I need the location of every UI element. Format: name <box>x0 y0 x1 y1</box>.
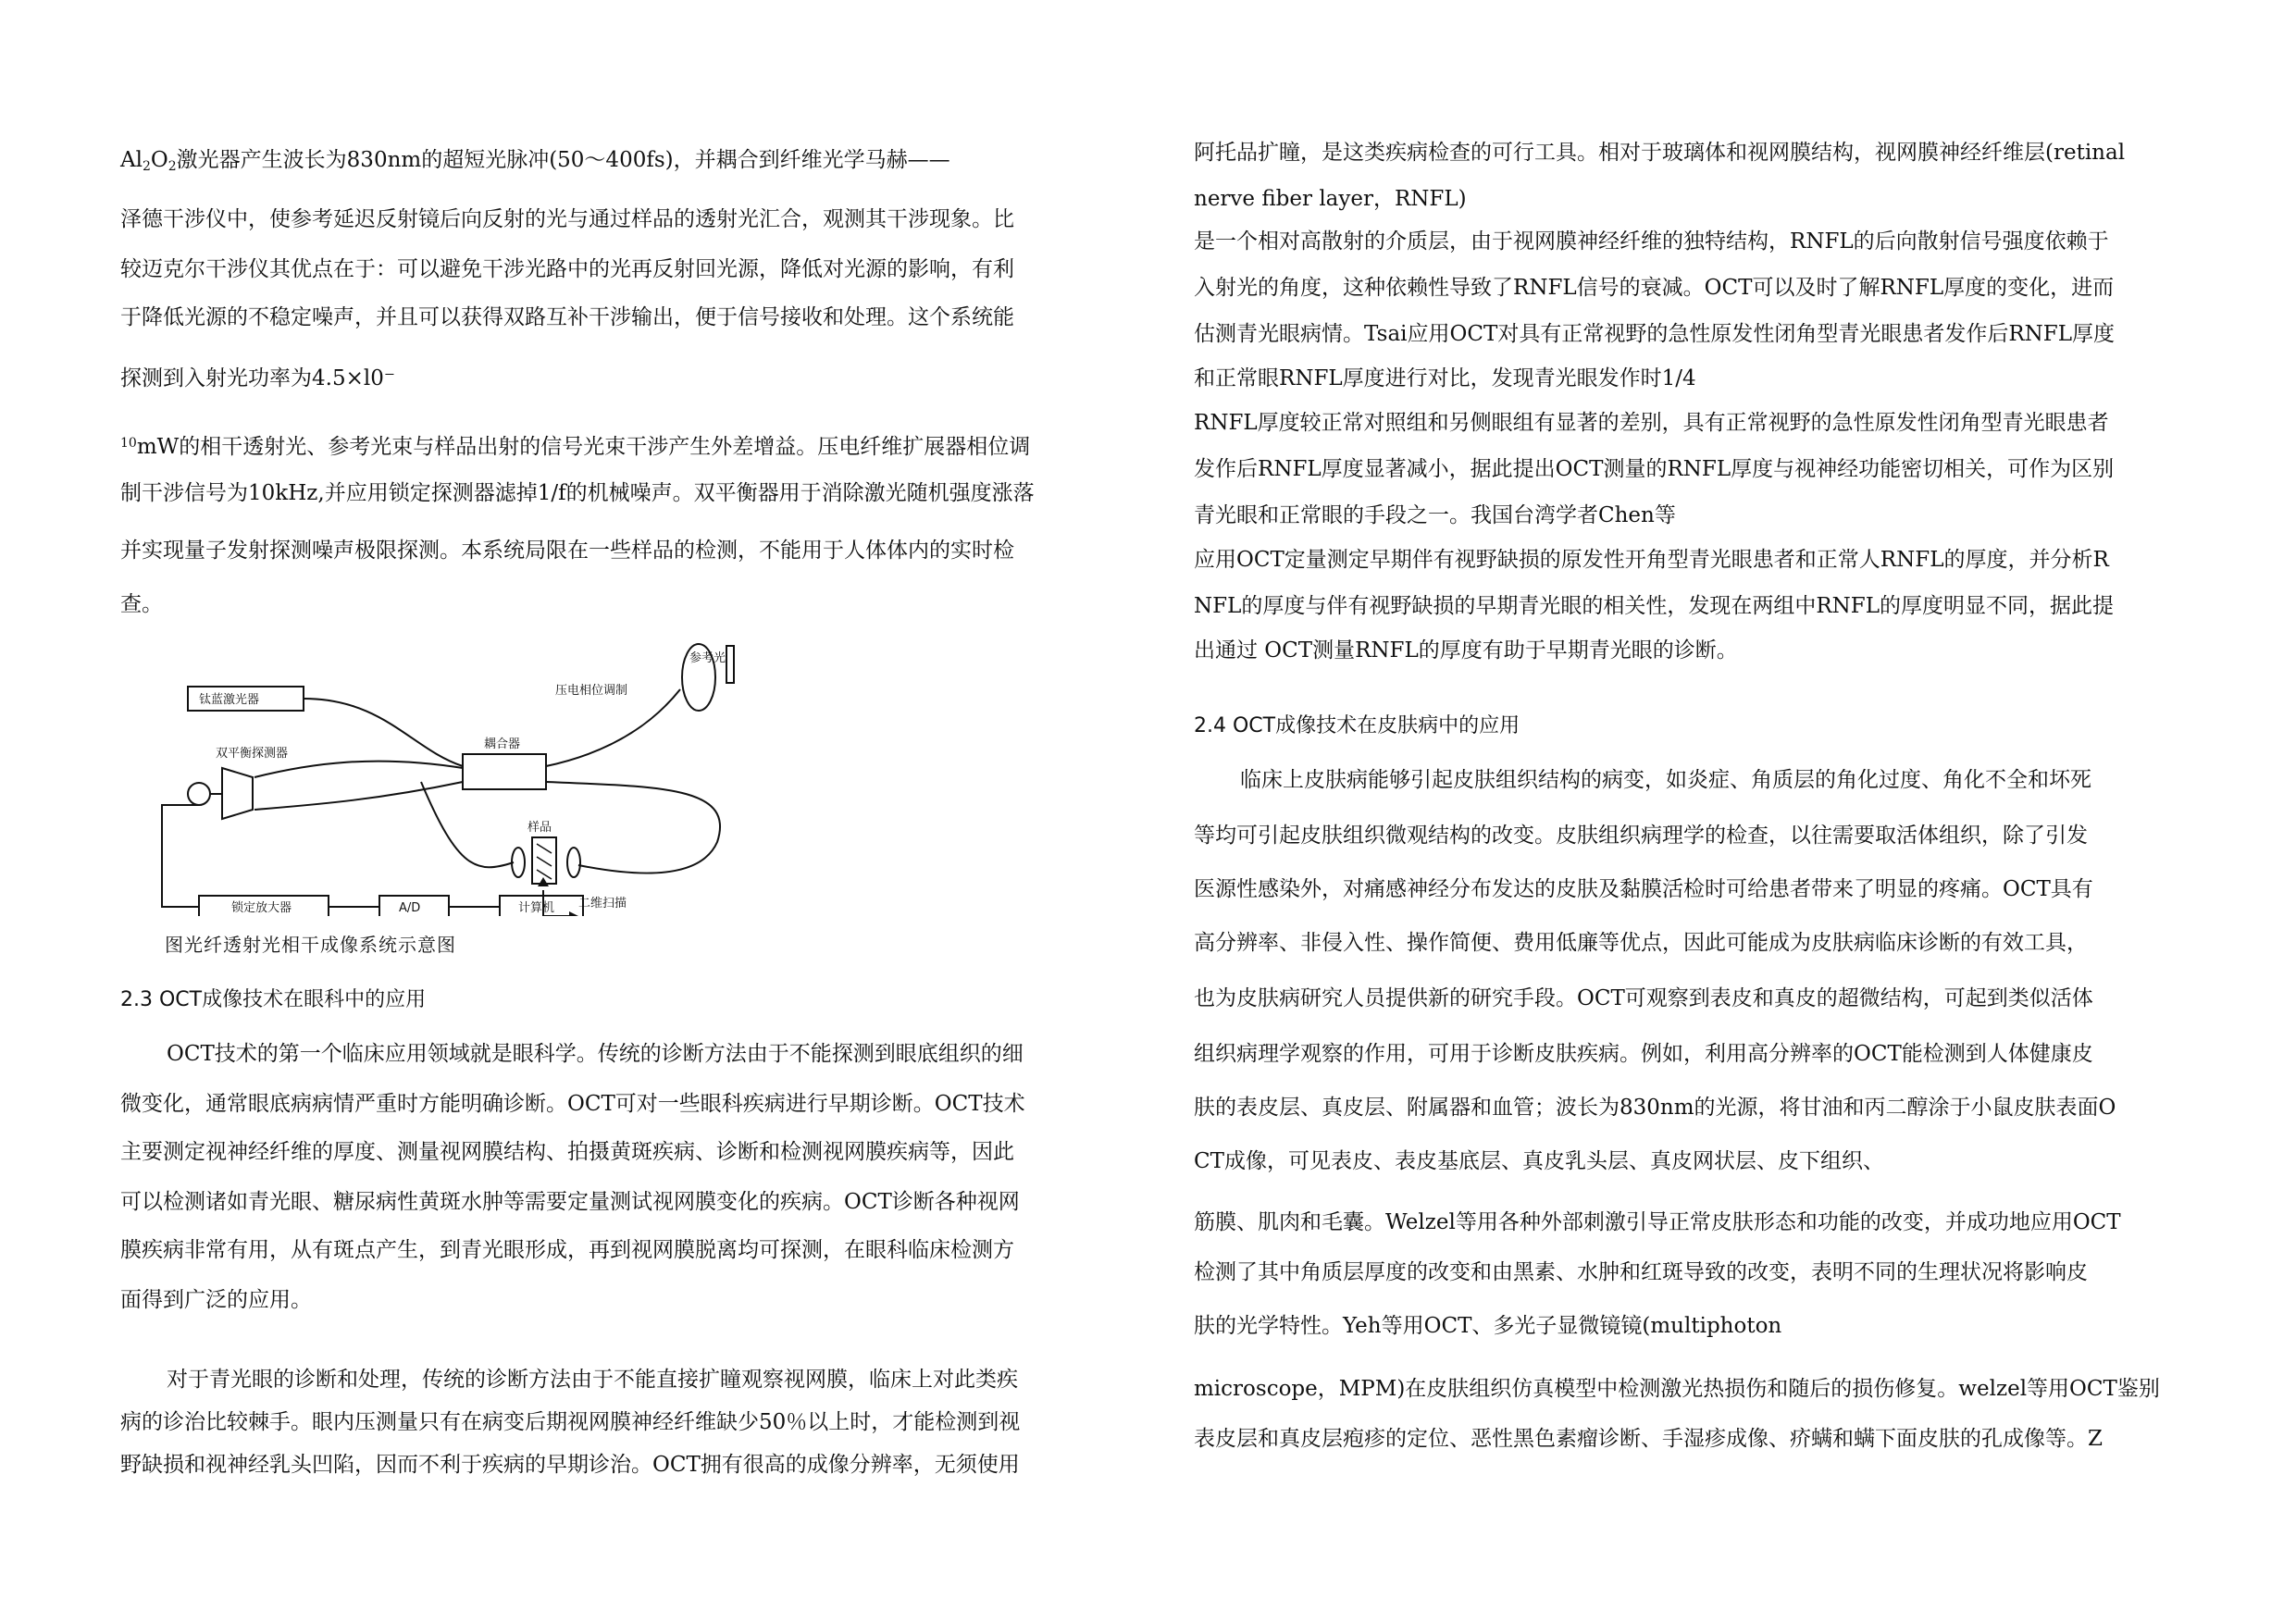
oct-system-diagram <box>143 638 745 916</box>
right-p2-line-6: 组织病理学观察的作用，可用于诊断皮肤疾病。例如，利用高分辨率的OCT能检测到人体健康皮 <box>1194 1042 2093 1066</box>
left-p1-line-5: 探测到入射光功率为4.5×l0⁻ <box>120 366 395 390</box>
fiber-laser-coupler <box>304 699 463 766</box>
left-p1-line-3: 较迈克尔干涉仪其优点在于：可以避免干涉光路中的光再反射回光源，降低对光源的影响，有利 <box>120 257 1014 281</box>
right-p1-line-5: 估测青光眼病情。Tsai应用OCT对具有正常视野的急性原发性闭角型青光眼患者发作后RNFL厚度 <box>1194 322 2116 346</box>
left-p1-line-6: $^{10}$mW的相干透射光、参考光束与样品出射的信号光束干涉产生外差增益。压电纤维扩展器相位调 <box>120 435 1031 459</box>
right-p1-line-1: 阿托品扩瞳，是这类疾病检查的可行工具。相对于玻璃体和视网膜结构，视网膜神经纤维层(retinal <box>1194 141 2126 165</box>
right-p2-line-9: 筋膜、肌肉和毛囊。Welzel等用各种外部刺激引导正常皮肤形态和功能的改变，并成功地应用OCT <box>1194 1210 2121 1234</box>
reference-mirror <box>726 646 734 683</box>
detector-shape <box>222 768 253 819</box>
left-p1-line-1: $Al_2O_2$激光器产生波长为830nm的超短光脉冲(50～400fs)，并耦合到纤维光学马赫—— <box>120 148 950 174</box>
right-p2-line-1: 临床上皮肤病能够引起皮肤组织结构的病变，如炎症、角质层的角化过度、角化不全和坏死 <box>1240 768 2091 792</box>
detector-diode <box>188 783 210 805</box>
right-p1-line-10: 应用OCT定量测定早期伴有视野缺损的原发性开角型青光眼患者和正常人RNFL的厚度，并分析R <box>1194 548 2109 572</box>
left-p2-line-1: OCT技术的第一个临床应用领域就是眼科学。传统的诊断方法由于不能探测到眼底组织的细 <box>167 1042 1024 1066</box>
right-p2-line-4: 高分辨率、非侵入性、操作简便、费用低廉等优点，因此可能成为皮肤病临床诊断的有效工具， <box>1194 931 2088 955</box>
coupler-label: 耦合器 <box>484 737 521 751</box>
computer-label: 计算机 <box>518 901 555 915</box>
reference-label: 参考光 <box>689 651 726 665</box>
right-p2-line-5: 也为皮肤病研究人员提供新的研究手段。OCT可观察到表皮和真皮的超微结构，可起到类似活体 <box>1194 986 2093 1010</box>
left-p2-line-2: 微变化，通常眼底病病情严重时方能明确诊断。OCT可对一些眼科疾病进行早期诊断。OCT技术 <box>120 1092 1025 1116</box>
sample-lens-2 <box>567 848 580 877</box>
right-p2-line-8: CT成像，可见表皮、表皮基底层、真皮乳头层、真皮网状层、皮下组织、 <box>1194 1149 1884 1173</box>
sample-label: 样品 <box>527 821 552 835</box>
right-p2-line-2: 等均可引起皮肤组织微观结构的改变。皮肤组织病理学的检查，以往需要取活体组织，除了引发 <box>1194 824 2088 848</box>
fiber-to-sample <box>421 782 514 867</box>
sample-holder <box>532 837 556 884</box>
right-p2-line-3: 医源性感染外，对痛感神经分布发达的皮肤及黏膜活检时可给患者带来了明显的疼痛。OCT具有 <box>1194 877 2093 901</box>
right-p1-line-9: 青光眼和正常眼的手段之一。我国台湾学者Chen等 <box>1194 503 1676 527</box>
right-p1-line-7: RNFL厚度较正常对照组和另侧眼组有显著的差别，具有正常视野的急性原发性闭角型青光眼患者 <box>1194 411 2109 435</box>
right-p2-line-10: 检测了其中角质层厚度的改变和由黑素、水肿和红斑导致的改变，表明不同的生理状况将影响皮 <box>1194 1260 2088 1284</box>
sample-lens-1 <box>512 848 525 877</box>
right-p2-line-12: microscope，MPM)在皮肤组织仿真模型中检测激光热损伤和随后的损伤修复。welzel等用OCT鉴别 <box>1194 1377 2160 1401</box>
right-p2-line-13: 表皮层和真皮层疱疹的定位、恶性黑色素瘤诊断、手湿疹成像、疥螨和螨下面皮肤的孔成像等。Z <box>1194 1427 2103 1451</box>
left-p3-line-3: 野缺损和视神经乳头凹陷，因而不利于疾病的早期诊治。OCT拥有很高的成像分辨率，无须使用 <box>120 1453 1020 1477</box>
scan-label: 二维扫描 <box>578 897 627 911</box>
detector-label: 双平衡探测器 <box>216 747 289 761</box>
left-p2-line-6: 面得到广泛的应用。 <box>120 1288 312 1312</box>
left-p1-line-4: 于降低光源的不稳定噪声，并且可以获得双路互补干涉输出，便于信号接收和处理。这个系统能 <box>120 305 1014 329</box>
right-p1-line-11: NFL的厚度与伴有视野缺损的早期青光眼的相关性，发现在两组中RNFL的厚度明显不同，据此提 <box>1194 594 2115 618</box>
section-heading-2-4: 2.4 OCT成像技术在皮肤病中的应用 <box>1194 714 1520 737</box>
pzt-label: 压电相位调制 <box>555 684 628 698</box>
left-p3-line-2: 病的诊治比较棘手。眼内压测量只有在病变后期视网膜神经纤维缺少50％以上时，才能检测到视 <box>120 1410 1021 1434</box>
left-p1-line-8: 并实现量子发射探测噪声极限探测。本系统局限在一些样品的检测，不能用于人体体内的实时检 <box>120 539 1014 563</box>
right-p1-line-12: 出通过 OCT测量RNFL的厚度有助于早期青光眼的诊断。 <box>1194 638 1738 663</box>
lockin-label: 锁定放大器 <box>231 901 292 915</box>
right-p2-line-11: 肤的光学特性。Yeh等用OCT、多光子显微镜镜(multiphoton <box>1194 1314 1782 1338</box>
right-p1-line-6: 和正常眼RNFL厚度进行对比，发现青光眼发作时1/4 <box>1194 366 1696 390</box>
laser-label: 钛蓝激光器 <box>199 693 260 707</box>
right-p1-line-8: 发作后RNFL厚度显著减小，据此提出OCT测量的RNFL厚度与视神经功能密切相关，可作为区别 <box>1194 457 2115 481</box>
fiber-return-loop <box>546 782 720 873</box>
left-p3-line-1: 对于青光眼的诊断和处理，传统的诊断方法由于不能直接扩瞳观察视网膜，临床上对此类疾 <box>167 1368 1018 1392</box>
left-p2-line-3: 主要测定视神经纤维的厚度、测量视网膜结构、拍摄黄斑疾病、诊断和检测视网膜疾病等，因此 <box>120 1140 1014 1164</box>
fiber-to-reference <box>546 689 680 766</box>
figure-caption: 图光纤透射光相干成像系统示意图 <box>165 934 456 956</box>
right-p2-line-7: 肤的表皮层、真皮层、附属器和血管；波长为830nm的光源，将甘油和丙二醇涂于小鼠皮肤表面O <box>1194 1096 2116 1120</box>
left-p1-line-7: 制干涉信号为10kHz,并应用锁定探测器滤掉1/f的机械噪声。双平衡器用于消除激光随机强度涨落 <box>120 481 1035 505</box>
section-heading-2-3: 2.3 OCT成像技术在眼科中的应用 <box>120 988 427 1011</box>
left-p1-line-2: 泽德干涉仪中，使参考延迟反射镜后向反射的光与通过样品的透射光汇合，观测其干涉现象。比 <box>120 207 1014 231</box>
fiber-coupler-detector-a <box>254 762 463 777</box>
right-p1-line-3: 是一个相对高散射的介质层，由于视网膜神经纤维的独特结构，RNFL的后向散射信号强度依赖于 <box>1194 229 2109 254</box>
left-p1-line-9: 查。 <box>120 592 163 616</box>
right-p1-line-2: nerve fiber layer，RNFL) <box>1194 187 1467 211</box>
coupler-box <box>463 754 546 789</box>
ad-label: A/D <box>399 901 421 915</box>
left-p2-line-4: 可以检测诸如青光眼、糖尿病性黄斑水肿等需要定量测试视网膜变化的疾病。OCT诊断各种视网 <box>120 1190 1020 1214</box>
right-p1-line-4: 入射光的角度，这种依赖性导致了RNFL信号的衰减。OCT可以及时了解RNFL厚度的变化，进而 <box>1194 276 2115 300</box>
left-p2-line-5: 膜疾病非常有用，从有斑点产生，到青光眼形成，再到视网膜脱离均可探测，在眼科临床检测方 <box>120 1238 1014 1262</box>
wire-detector-lockin <box>162 805 199 907</box>
